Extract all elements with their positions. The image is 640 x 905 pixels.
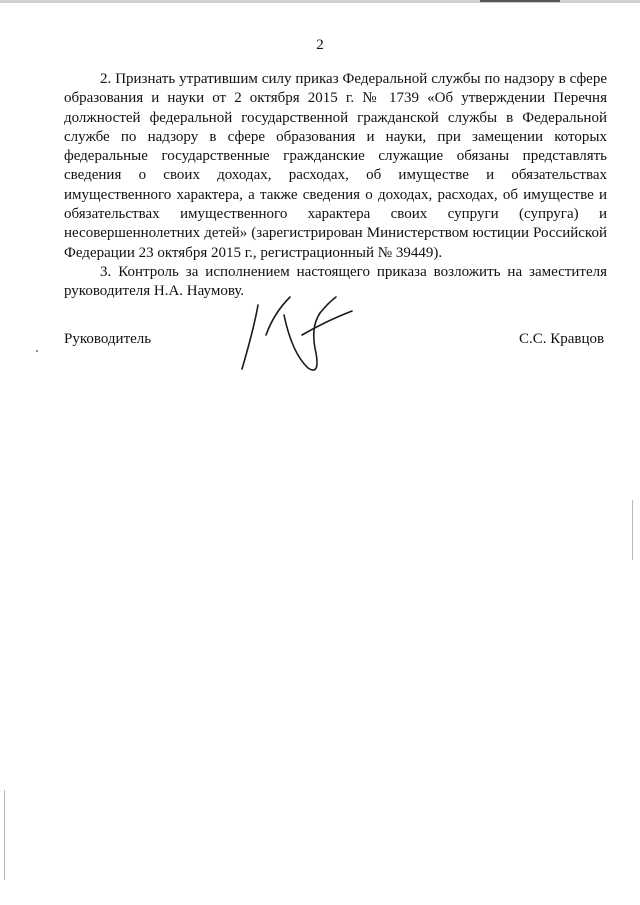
handwritten-signature xyxy=(236,283,356,378)
page-number: 2 xyxy=(316,37,324,53)
signer-name: С.С. Кравцов xyxy=(519,331,605,347)
scan-top-edge-mark xyxy=(480,0,560,2)
scan-speck xyxy=(36,350,38,352)
paragraph-item-2: 2. Признать утратившим силу приказ Федеральной службы по надзору в сфере образования и науки от 2 октября 2015 г. № 1739 «Об утверждении Перечня должностей федеральной государственной гражданской службы в Федеральной службе по надзору в сфере образования и науки, при замещении которых федеральные государственные гражданские служащие обязаны представлять сведения о своих доходах, расходах, об имуществе и обязательствах имущественного характера, а также сведения о доходах, расходах, об имуществе и обязательствах имущественного характера своих супруги (супруга) и несовершеннолетних детей» (зарегистрирован Министерством юстиции Российской Федерации 23 октября 2015 г., регистрационный № 39449). xyxy=(64,71,607,261)
paragraph-item-3: 3. Контроль за исполнением настоящего приказа возложить на заместителя руководителя Н.А. Наумову. xyxy=(64,263,607,300)
signer-title: Руководитель xyxy=(64,331,152,347)
document-body xyxy=(64,70,607,302)
scan-edge-mark xyxy=(632,500,633,560)
scan-edge-mark xyxy=(4,790,5,880)
